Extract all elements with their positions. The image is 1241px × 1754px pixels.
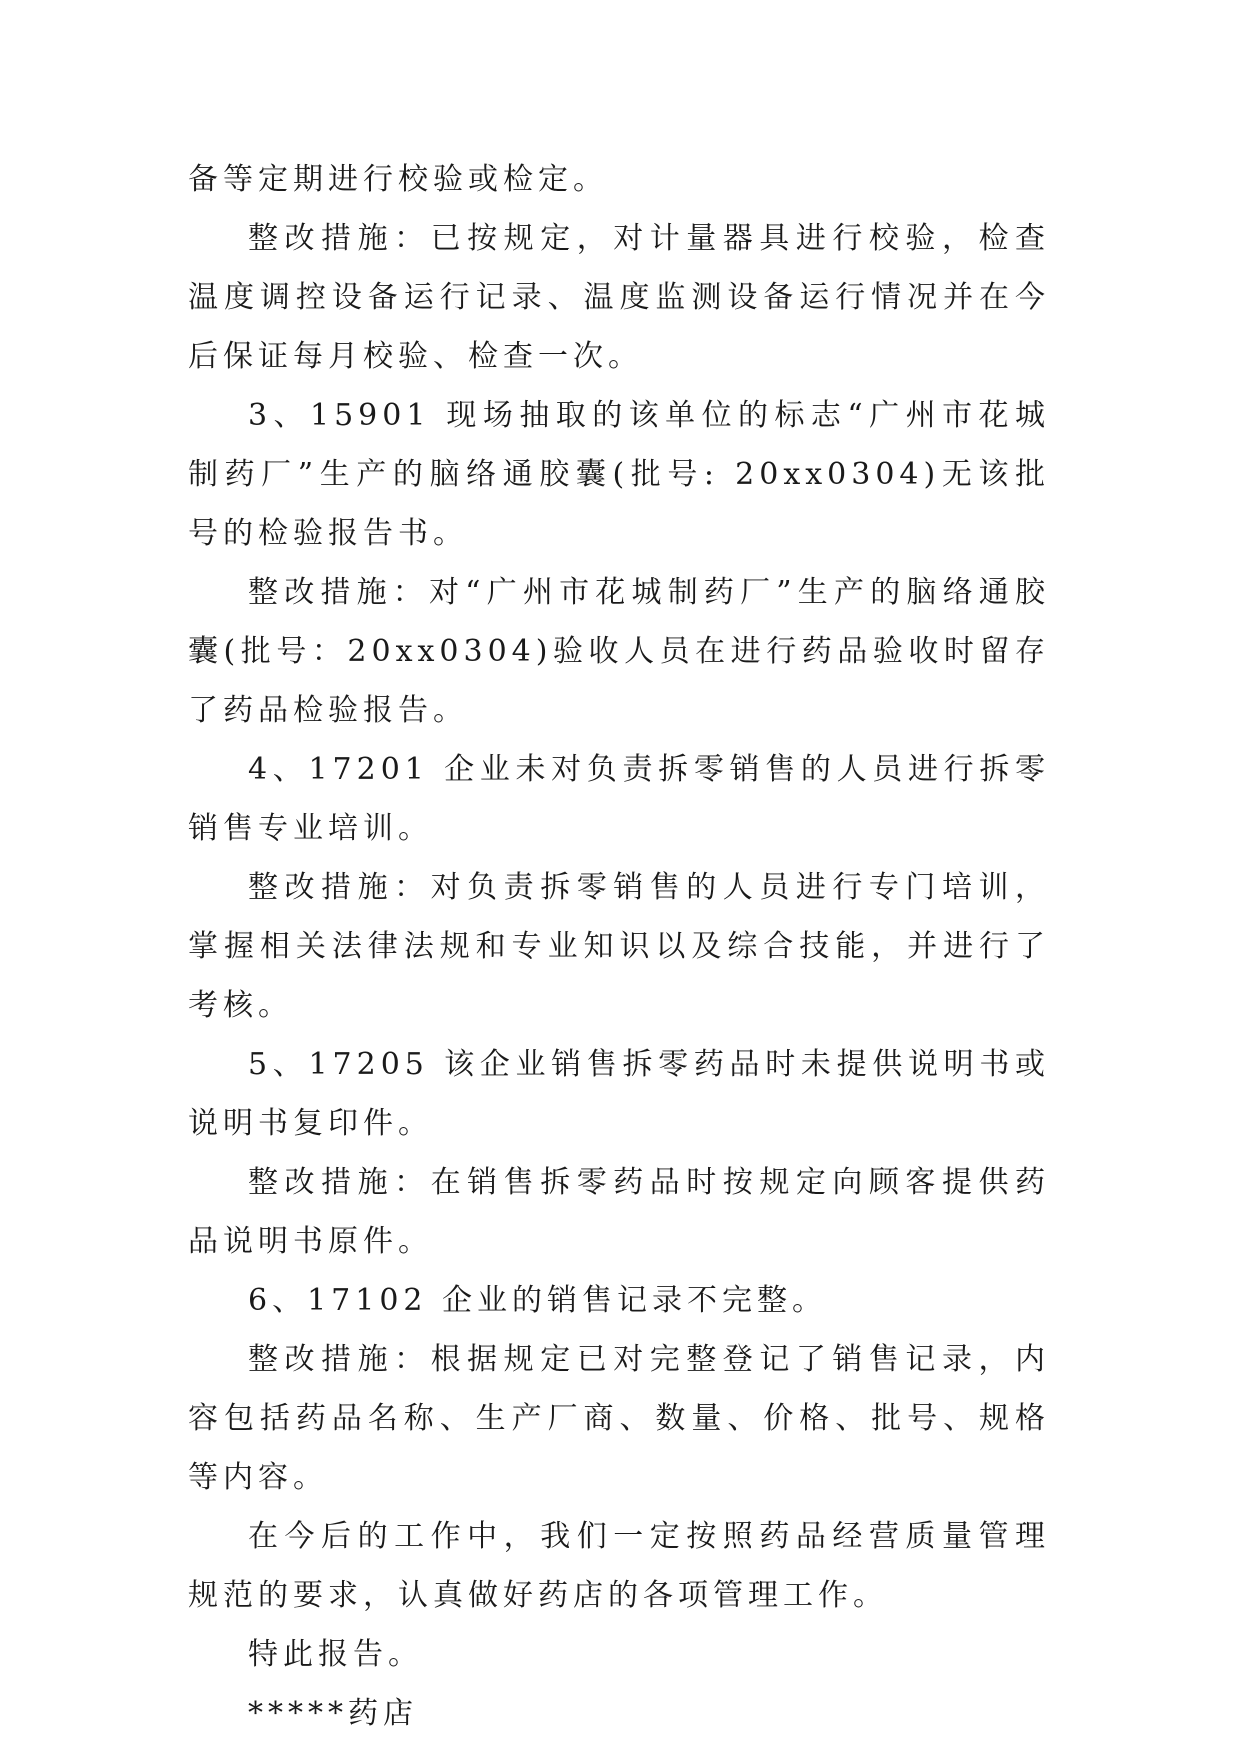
paragraph-rectification-1: 整改措施：已按规定，对计量器具进行校验，检查温度调控设备运行记录、温度监测设备运行情况并在今后保证每月校验、检查一次。 — [188, 221, 1050, 374]
paragraph-rectification-6: 整改措施：根据规定已对完整登记了销售记录，内容包括药品名称、生产厂商、数量、价格、批号、规格等内容。 — [188, 1342, 1050, 1495]
paragraph-rectification-5: 整改措施：在销售拆零药品时按规定向顾客提供药品说明书原件。 — [188, 1165, 1050, 1259]
paragraph-issue-4: 4、17201 企业未对负责拆零销售的人员进行拆零销售专业培训。 — [188, 752, 1050, 846]
paragraph-issue-3: 3、15901 现场抽取的该单位的标志“广州市花城制药厂”生产的脑络通胶囊(批号: 20xx0304)无该批号的检验报告书。 — [188, 398, 1050, 551]
paragraph-rectification-4: 整改措施：对负责拆零销售的人员进行专门培训，掌握相关法律法规和专业知识以及综合技能，并进行了考核。 — [188, 870, 1050, 1023]
paragraph-commitment: 在今后的工作中，我们一定按照药品经营质量管理规范的要求，认真做好药店的各项管理工作。 — [188, 1519, 1050, 1613]
document-body — [188, 150, 1050, 1743]
paragraph-rectification-3: 整改措施：对“广州市花城制药厂”生产的脑络通胶囊(批号：20xx0304)验收人员在进行药品验收时留存了药品检验报告。 — [188, 575, 1050, 728]
paragraph-issue-5: 5、17205 该企业销售拆零药品时未提供说明书或说明书复印件。 — [188, 1047, 1050, 1141]
paragraph-closing: 特此报告。 — [248, 1637, 423, 1672]
paragraph-issue-6: 6、17102 企业的销售记录不完整。 — [248, 1283, 828, 1318]
paragraph-continuation: 备等定期进行校验或检定。 — [188, 162, 608, 197]
signature: *****药店 — [248, 1696, 418, 1731]
